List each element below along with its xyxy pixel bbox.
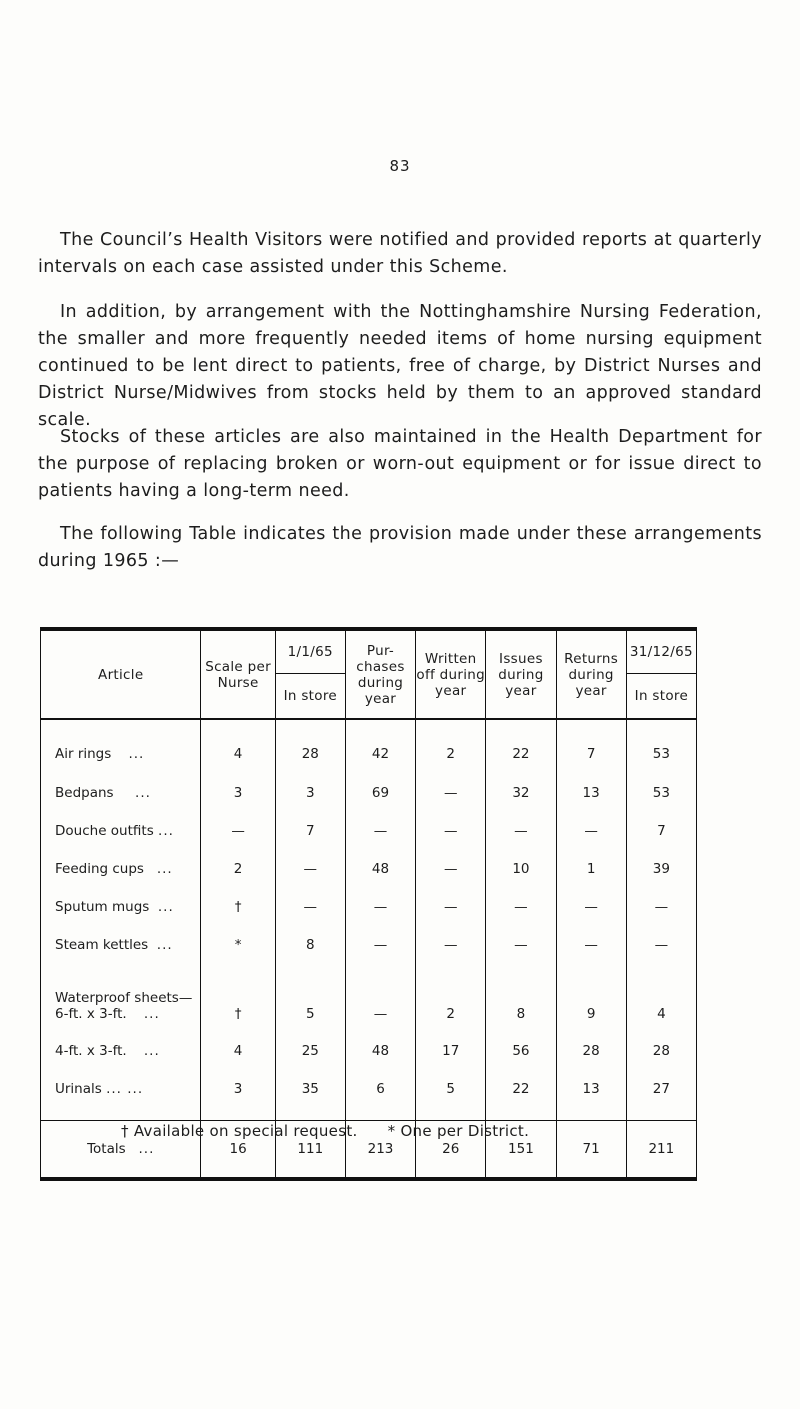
header-written-off: Written off during year [416,629,486,719]
paragraph-health-visitors: The Council’s Health Visitors were notified and provided reports at quarterly intervals on each case assisted under this Scheme. [38,230,762,277]
row-in-store-end: 27 [626,1070,696,1121]
row-purchases: 48 [345,850,415,888]
row-written-off: 2 [416,719,486,774]
table-row [41,964,697,1032]
totals-in-store-start: 111 [275,1121,345,1180]
row-scale: 2 [201,850,275,888]
footnote-asterisk: * One per District. [387,1122,530,1140]
row-article: Bedpans ... [41,774,201,812]
row-returns: 13 [556,774,626,812]
header-start-in-store: In store [275,674,345,720]
row-written-off: — [416,774,486,812]
row-issues: 22 [486,1070,556,1121]
row-issues: 56 [486,1032,556,1070]
row-in-store-start: 25 [275,1032,345,1070]
row-returns: 28 [556,1032,626,1070]
row-in-store-end: 4 [626,964,696,1032]
equipment-table-container [40,627,697,1181]
row-purchases: 48 [345,1032,415,1070]
table-row [41,850,697,888]
table-row [41,719,697,774]
row-returns: 1 [556,850,626,888]
totals-returns: 71 [556,1121,626,1180]
row-purchases: — [345,888,415,926]
row-issues: — [486,812,556,850]
row-article: Waterproof sheets— 6-ft. x 3-ft. ... [41,964,201,1032]
row-returns: — [556,926,626,964]
row-in-store-start: 28 [275,719,345,774]
totals-issues: 151 [486,1121,556,1180]
totals-purchases: 213 [345,1121,415,1180]
row-scale: * [201,926,275,964]
totals-label: Totals ... [41,1121,201,1180]
header-purchases: Pur- chases during year [345,629,415,719]
row-scale: 3 [201,1070,275,1121]
row-in-store-start: 8 [275,926,345,964]
row-issues: 10 [486,850,556,888]
header-returns: Returns during year [556,629,626,719]
table-row [41,1070,697,1121]
row-scale: — [201,812,275,850]
row-in-store-end: 7 [626,812,696,850]
row-written-off: — [416,812,486,850]
header-scale: Scale per Nurse [201,629,275,719]
row-in-store-end: — [626,926,696,964]
totals-scale: 16 [201,1121,275,1180]
row-returns: 9 [556,964,626,1032]
row-written-off: — [416,888,486,926]
row-in-store-start: — [275,850,345,888]
table-row [41,888,697,926]
row-scale: 4 [201,719,275,774]
row-in-store-start: 7 [275,812,345,850]
row-written-off: — [416,850,486,888]
row-in-store-end: 39 [626,850,696,888]
row-scale: 4 [201,1032,275,1070]
row-returns: 13 [556,1070,626,1121]
row-purchases: — [345,812,415,850]
row-article: Air rings ... [41,719,201,774]
row-article-heading: Waterproof sheets— [55,990,193,1006]
row-returns: — [556,888,626,926]
row-issues: — [486,926,556,964]
table-row [41,812,697,850]
paragraph-table-intro: The following Table indicates the provision made under these arrangements during 1965 :— [38,524,762,571]
paragraph-nursing-federation: In addition, by arrangement with the Nottinghamshire Nursing Federation, the smaller and more frequently needed items of home nursing equipment continued to be lent direct to patients, free of charge, by District Nurses and District Nurse/Midwives from stocks held by them to an approved standard scale. [38,302,762,430]
row-written-off: — [416,926,486,964]
footnote-dagger: † Available on special request. [121,1122,358,1140]
row-in-store-end: 28 [626,1032,696,1070]
row-in-store-end: 53 [626,719,696,774]
row-article: Steam kettles ... [41,926,201,964]
footnotes [121,1122,721,1140]
table-row [41,774,697,812]
row-in-store-start: 35 [275,1070,345,1121]
row-purchases: — [345,926,415,964]
header-end-in-store: In store [626,674,696,720]
header-start-date: 1/1/65 [275,629,345,674]
row-scale: 3 [201,774,275,812]
table-row [41,1032,697,1070]
totals-in-store-end: 211 [626,1121,696,1180]
header-article: Article [41,629,201,719]
row-written-off: 5 [416,1070,486,1121]
row-written-off: 17 [416,1032,486,1070]
paragraph-stocks: Stocks of these articles are also maintained in the Health Department for the purpose of replacing broken or worn-out equipment or for issue direct to patients having a long-term need. [38,427,762,501]
row-purchases: 42 [345,719,415,774]
row-returns: 7 [556,719,626,774]
row-in-store-start: 5 [275,964,345,1032]
row-article: Douche outfits ... [41,812,201,850]
row-issues: 32 [486,774,556,812]
equipment-table [40,627,697,1181]
table-row [41,926,697,964]
row-article: Urinals ... ... [41,1070,201,1121]
row-in-store-start: — [275,888,345,926]
row-article: Feeding cups ... [41,850,201,888]
row-returns: — [556,812,626,850]
row-article: Sputum mugs ... [41,888,201,926]
header-end-date: 31/12/65 [626,629,696,674]
row-in-store-start: 3 [275,774,345,812]
row-issues: 22 [486,719,556,774]
header-issues: Issues during year [486,629,556,719]
totals-written-off: 26 [416,1121,486,1180]
row-purchases: 6 [345,1070,415,1121]
row-article: 4-ft. x 3-ft. ... [41,1032,201,1070]
row-issues: — [486,888,556,926]
row-purchases: 69 [345,774,415,812]
row-written-off: 2 [416,964,486,1032]
row-purchases: — [345,964,415,1032]
row-scale: † [201,964,275,1032]
row-in-store-end: — [626,888,696,926]
row-in-store-end: 53 [626,774,696,812]
page-number: 83 [389,157,411,175]
row-issues: 8 [486,964,556,1032]
row-scale: † [201,888,275,926]
